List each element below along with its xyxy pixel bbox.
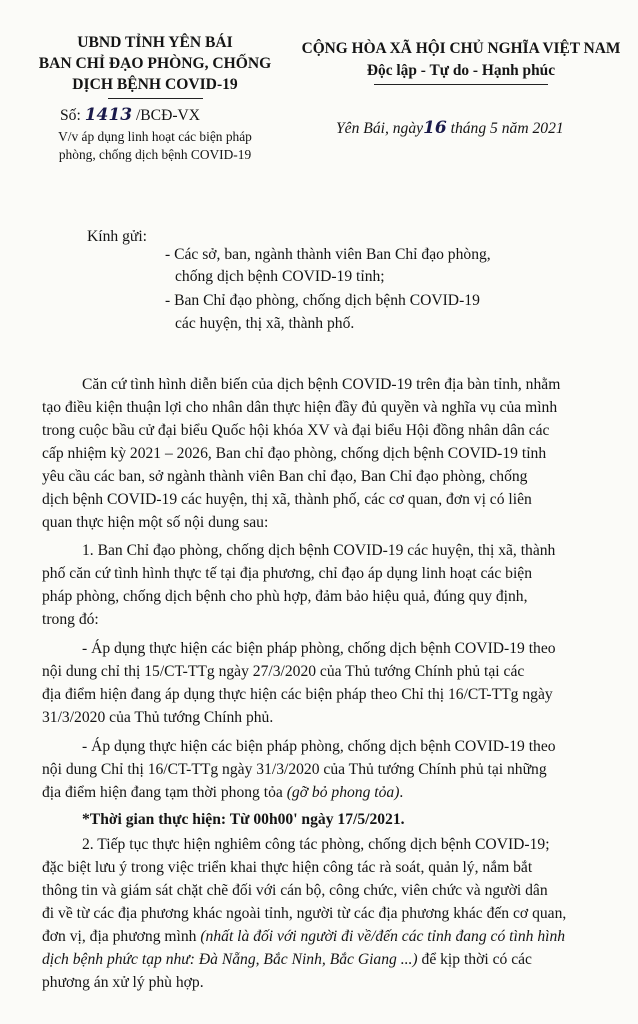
p5-line-1: 2. Tiếp tục thực hiện nghiêm công tác phòng, chống dịch bệnh COVID-19; — [82, 836, 550, 853]
p1-line-6: dịch bệnh COVID-19 các huyện, thị xã, thành phố, các cơ quan, đơn vị có liên — [42, 491, 532, 508]
p5-line-6-italic: dịch bệnh phức tạp như: Đà Nẵng, Bắc Ninh, Bắc Giang ...) — [42, 951, 418, 968]
date-line — [336, 117, 564, 140]
p4-line-3 — [42, 782, 403, 804]
national-title: CỘNG HÒA XÃ HỘI CHỦ NGHĨA VIỆT NAM — [301, 40, 621, 57]
recipients-label: Kính gửi: — [87, 228, 147, 245]
subject-line-1: V/v áp dụng linh hoạt các biện pháp — [58, 129, 252, 144]
p5-line-7: phương án xử lý phù hợp. — [42, 974, 204, 991]
recipient-2-line-1: - Ban Chỉ đạo phòng, chống dịch bệnh COVID-19 — [165, 292, 480, 309]
p1-line-5: yêu cầu các ban, sở ngành thành viên Ban chỉ đạo, Ban Chỉ đạo phòng, chống — [42, 468, 528, 485]
p5-line-5 — [42, 926, 565, 948]
number-suffix: /BCĐ-VX — [135, 107, 201, 124]
recipient-1-line-2: chống dịch bệnh COVID-19 tỉnh; — [175, 268, 385, 285]
p5-line-2: đặc biệt lưu ý trong việc triển khai thực hiện công tác rà soát, quản lý, nắm bắt — [42, 859, 533, 876]
p3-line-3: địa điểm hiện đang áp dụng thực hiện các biện pháp theo Chỉ thị 16/CT-TTg ngày — [42, 686, 553, 703]
p2-line-1: 1. Ban Chỉ đạo phòng, chống dịch bệnh COVID-19 các huyện, thị xã, thành — [82, 542, 556, 559]
p4-line-2: nội dung Chỉ thị 16/CT-TTg ngày 31/3/2020 của Thủ tướng Chính phủ tại những — [42, 761, 547, 778]
number-handwritten: 1413 — [84, 105, 133, 125]
number-prefix: Số: — [60, 107, 81, 124]
header-right-underline — [374, 84, 548, 85]
p3-line-4: 31/3/2020 của Thủ tướng Chính phủ. — [42, 709, 274, 726]
p1-line-1: Căn cứ tình hình diễn biến của dịch bệnh COVID-19 trên địa bàn tỉnh, nhằm — [82, 376, 561, 393]
p2-line-2: phố căn cứ tình hình thực tế tại địa phương, chỉ đạo áp dụng linh hoạt các biện — [42, 565, 533, 582]
p5-line-6-text: để kịp thời có các — [417, 951, 532, 968]
date-day-handwritten: 16 — [423, 118, 447, 138]
p4-line-3-end: . — [399, 784, 404, 801]
p5-line-6 — [42, 949, 532, 971]
effective-time-value: Từ 00h00' ngày 17/5/2021. — [229, 811, 405, 828]
p5-line-3: thông tin và giám sát chặt chẽ đối với cán bộ, công chức, viên chức và người dân — [42, 882, 548, 899]
agency-name: BAN CHỈ ĐẠO PHÒNG, CHỐNG — [38, 55, 272, 72]
p1-line-3: trong cuộc bầu cử đại biểu Quốc hội khóa XV và đại biểu Hội đồng nhân dân các — [42, 422, 550, 439]
agency-name-line2: DỊCH BỆNH COVID-19 — [72, 76, 238, 93]
p2-line-4: trong đó: — [42, 611, 99, 628]
p3-line-2: nội dung chỉ thị 15/CT-TTg ngày 27/3/2020 của Thủ tướng Chính phủ tại các — [42, 663, 525, 680]
subject-line-2: phòng, chống dịch bệnh COVID-19 — [58, 147, 252, 162]
p1-line-2: tạo điều kiện thuận lợi cho nhân dân thực hiện đầy đủ quyền và nghĩa vụ của mình — [42, 399, 558, 416]
p5-line-4: đi về từ các địa phương khác ngoài tỉnh, người từ các địa phương khác đến cơ quan, — [42, 905, 567, 922]
national-motto: Độc lập - Tự do - Hạnh phúc — [366, 62, 556, 79]
date-prefix: Yên Bái, ngày — [336, 120, 424, 137]
p3-line-1: - Áp dụng thực hiện các biện pháp phòng, chống dịch bệnh COVID-19 theo — [82, 640, 556, 657]
p4-line-3-italic: (gỡ bỏ phong tỏa) — [286, 784, 400, 801]
effective-time — [82, 809, 405, 831]
header-left-underline — [108, 98, 203, 99]
p4-line-3-text: địa điểm hiện đang tạm thời phong tỏa — [42, 784, 287, 801]
effective-time-label: *Thời gian thực hiện: — [82, 811, 230, 828]
p2-line-3: pháp phòng, chống dịch bệnh cho phù hợp, đảm bảo hiệu quả, đúng quy định, — [42, 588, 528, 605]
recipient-1-line-1: - Các sở, ban, ngành thành viên Ban Chỉ đạo phòng, — [165, 246, 491, 263]
agency-parent: UBND TỈNH YÊN BÁI — [77, 34, 233, 51]
p1-line-7: quan thực hiện một số nội dung sau: — [42, 514, 269, 531]
p5-line-5-text: đơn vị, địa phương mình — [42, 928, 201, 945]
p5-line-5-italic: (nhất là đối với người đi về/đến các tỉnh đang có tình hình — [200, 928, 566, 945]
document-number — [60, 104, 200, 127]
recipient-2-line-2: các huyện, thị xã, thành phố. — [175, 315, 355, 332]
date-suffix: tháng 5 năm 2021 — [446, 120, 564, 137]
p4-line-1: - Áp dụng thực hiện các biện pháp phòng, chống dịch bệnh COVID-19 theo — [82, 738, 556, 755]
p1-line-4: cấp nhiệm kỳ 2021 – 2026, Ban chỉ đạo phòng, chống dịch bệnh COVID-19 tỉnh — [42, 445, 547, 462]
